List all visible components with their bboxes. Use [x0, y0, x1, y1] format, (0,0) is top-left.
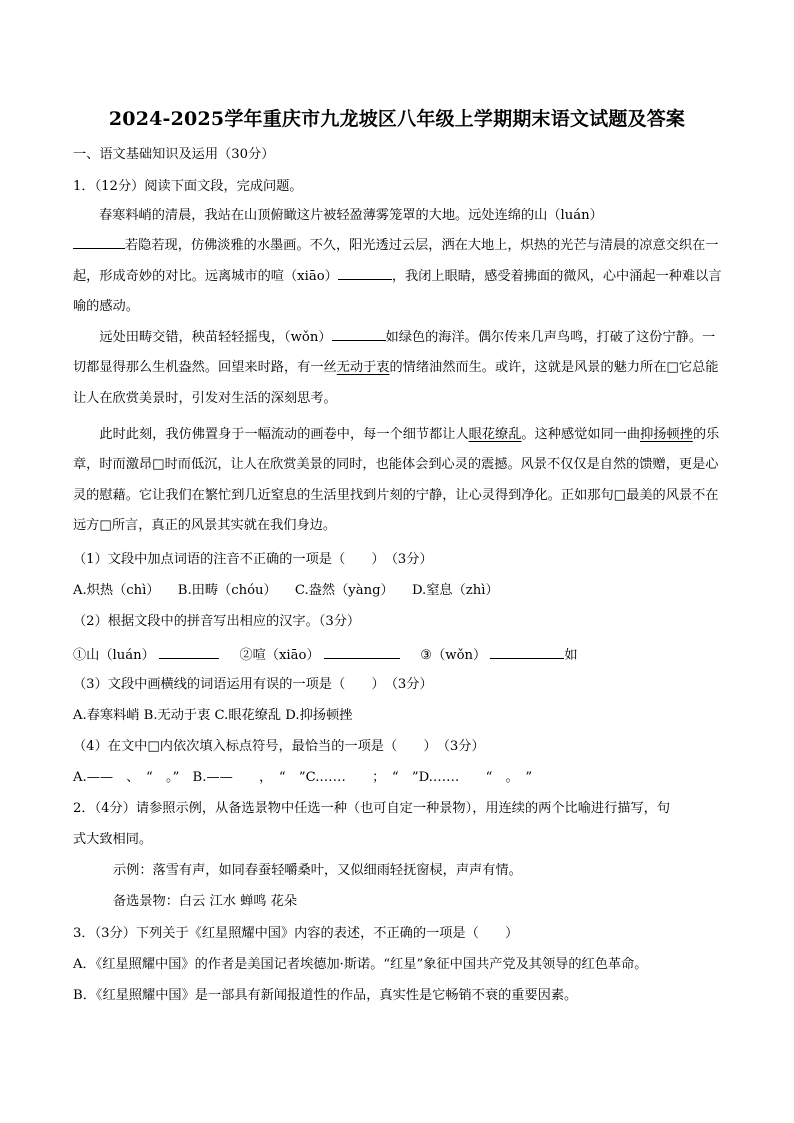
- sub-question-2-items: [73, 644, 723, 665]
- answer-blank-2: [324, 644, 400, 659]
- question-3-option-b: B．《红星照耀中国》是一部具有新闻报道性的作品，真实性是它畅销不衰的重要因素。: [73, 988, 578, 1003]
- underlined-word-yiyangdunchuo: 抑扬顿挫: [640, 427, 693, 442]
- page-title: 2024-2025学年重庆市九龙坡区八年级上学期期末语文试题及答案: [108, 108, 686, 130]
- question-2-header: 2．（4分）请参照示例，从备选景物中任选一种（也可自定一种景物），用连续的两个比喻进行描写，句: [73, 801, 671, 816]
- sub-question-1-options: [73, 582, 723, 600]
- sub-question-3: （3）文段中画横线的词语运用有误的一项是（ ） （3分）: [73, 677, 433, 692]
- passage-paragraph-1: [73, 201, 723, 323]
- passage-p2-text-a: 远处田畴交错，秧苗轻轻摇曳，（wǒn）: [99, 330, 332, 345]
- sub-question-3-options: [73, 707, 723, 725]
- answer-blank-xiao: [338, 265, 392, 280]
- section-heading: 一、语文基础知识及运用（30分）: [73, 147, 275, 162]
- option-b: B.田畴（chóu）: [177, 583, 277, 598]
- answer-blank-won: [332, 326, 386, 341]
- sub-question-1: （1）文段中加点词语的注音不正确的一项是（ ） （3分）: [73, 552, 433, 567]
- answer-blank-1: [159, 644, 219, 659]
- item-luan: ①山（luán）: [73, 648, 155, 663]
- item-xiao: ②喧（xiāo）: [239, 648, 320, 663]
- passage-paragraph-3: [73, 420, 723, 542]
- item-ru: 如: [564, 648, 578, 663]
- item-won: ③（wǒn）: [420, 648, 487, 663]
- passage-p2-text-b: 如绿色的海洋。偶尔传来几声鸟鸣，打破了这份宁静。一切都显得那么生机盎然。回望来时路，有一丝: [73, 330, 716, 376]
- passage-p3-text-c: 的乐章，时而激昂□时而低沉，让人在欣赏美景的同时，也能体会到心灵的震撼。风景不仅仅是自然的馈赠，更是心灵的慰藉。它让我们在繁忙到几近窒息的生活里找到片刻的宁静，让心灵得到净化。正如那句□最美的风景不在远方□所言，真正的风景其实就在我们身边。: [73, 427, 720, 534]
- question-3-header: 3．（3分）下列关于《红星照耀中国》内容的表述，不正确的一项是（ ）: [73, 926, 519, 941]
- passage-p1-text-a: 春寒料峭的清晨，我站在山顶俯瞰这片被轻盈薄雾笼罩的大地。远处连绵的山（luán）: [99, 208, 603, 223]
- answer-blank-3: [490, 644, 564, 659]
- option-c: C.盎然（yàng）: [294, 583, 394, 598]
- question-1-header: 1．（12分）阅读下面文段，完成问题。: [73, 179, 303, 194]
- sub-question-2: （2）根据文段中的拼音写出相应的汉字。（3分）: [73, 614, 361, 629]
- option-d: D.抑扬顿挫: [285, 708, 353, 723]
- question-2-header-cont: 式大致相同。: [73, 832, 153, 847]
- option-c: C.眼花缭乱: [214, 708, 282, 723]
- option-d: D.窒息（zhì）: [411, 583, 499, 598]
- passage-p3-text-b: 。这种感觉如同一曲: [521, 427, 641, 442]
- question-3-option-a: A．《红星照耀中国》的作者是美国记者埃德加·斯诺。“红星”象征中国共产党及其领导的红色革命。: [73, 957, 648, 972]
- answer-blank-luan: [73, 234, 125, 249]
- passage-p2-text-c: 的情绪油然而生。或许，这就是风景的魅力所在□它总能让人在欣赏美景时，引发对生活的深刻思考。: [73, 360, 719, 406]
- question-2-example: 示例：落雪有声，如同春蚕轻嚼桑叶，又似细雨轻抚窗棂，声声有情。: [113, 863, 522, 878]
- underlined-word-yanhualiaoluan: 眼花缭乱: [468, 427, 522, 442]
- option-b: B.无动于衷: [143, 708, 211, 723]
- passage-paragraph-2: [73, 323, 723, 414]
- question-2-options: 备选景物：白云 江水 蝉鸣 花朵: [113, 894, 298, 909]
- passage-p3-text-a: 此时此刻，我仿佛置身于一幅流动的画卷中，每一个细节都让人: [99, 427, 469, 442]
- passage-p1-text-c: ，我闭上眼睛，感受着拂面的微风，心中涌起一种难以言喻的感动。: [73, 268, 722, 315]
- passage-p1-text-b: 若隐若现，仿佛淡雅的水墨画。不久，阳光透过云层，洒在大地上，炽热的光芒与清晨的凉意交织在一起，形成奇妙的对比。远离城市的喧（xiāo）: [73, 238, 719, 284]
- sub-question-4: （4）在文中□内依次填入标点符号，最恰当的一项是（ ） （3分）: [73, 739, 485, 754]
- underlined-word-wudongyuzhong: 无动于衷: [336, 360, 390, 376]
- option-a: A.炽热（chì）: [73, 583, 160, 598]
- option-a: A.春寒料峭: [73, 708, 140, 723]
- sub-question-4-options: A.—— 、 “ 。” B.—— ， “ ”C.…… ； “ ”D.…… “ 。 ”: [73, 770, 533, 785]
